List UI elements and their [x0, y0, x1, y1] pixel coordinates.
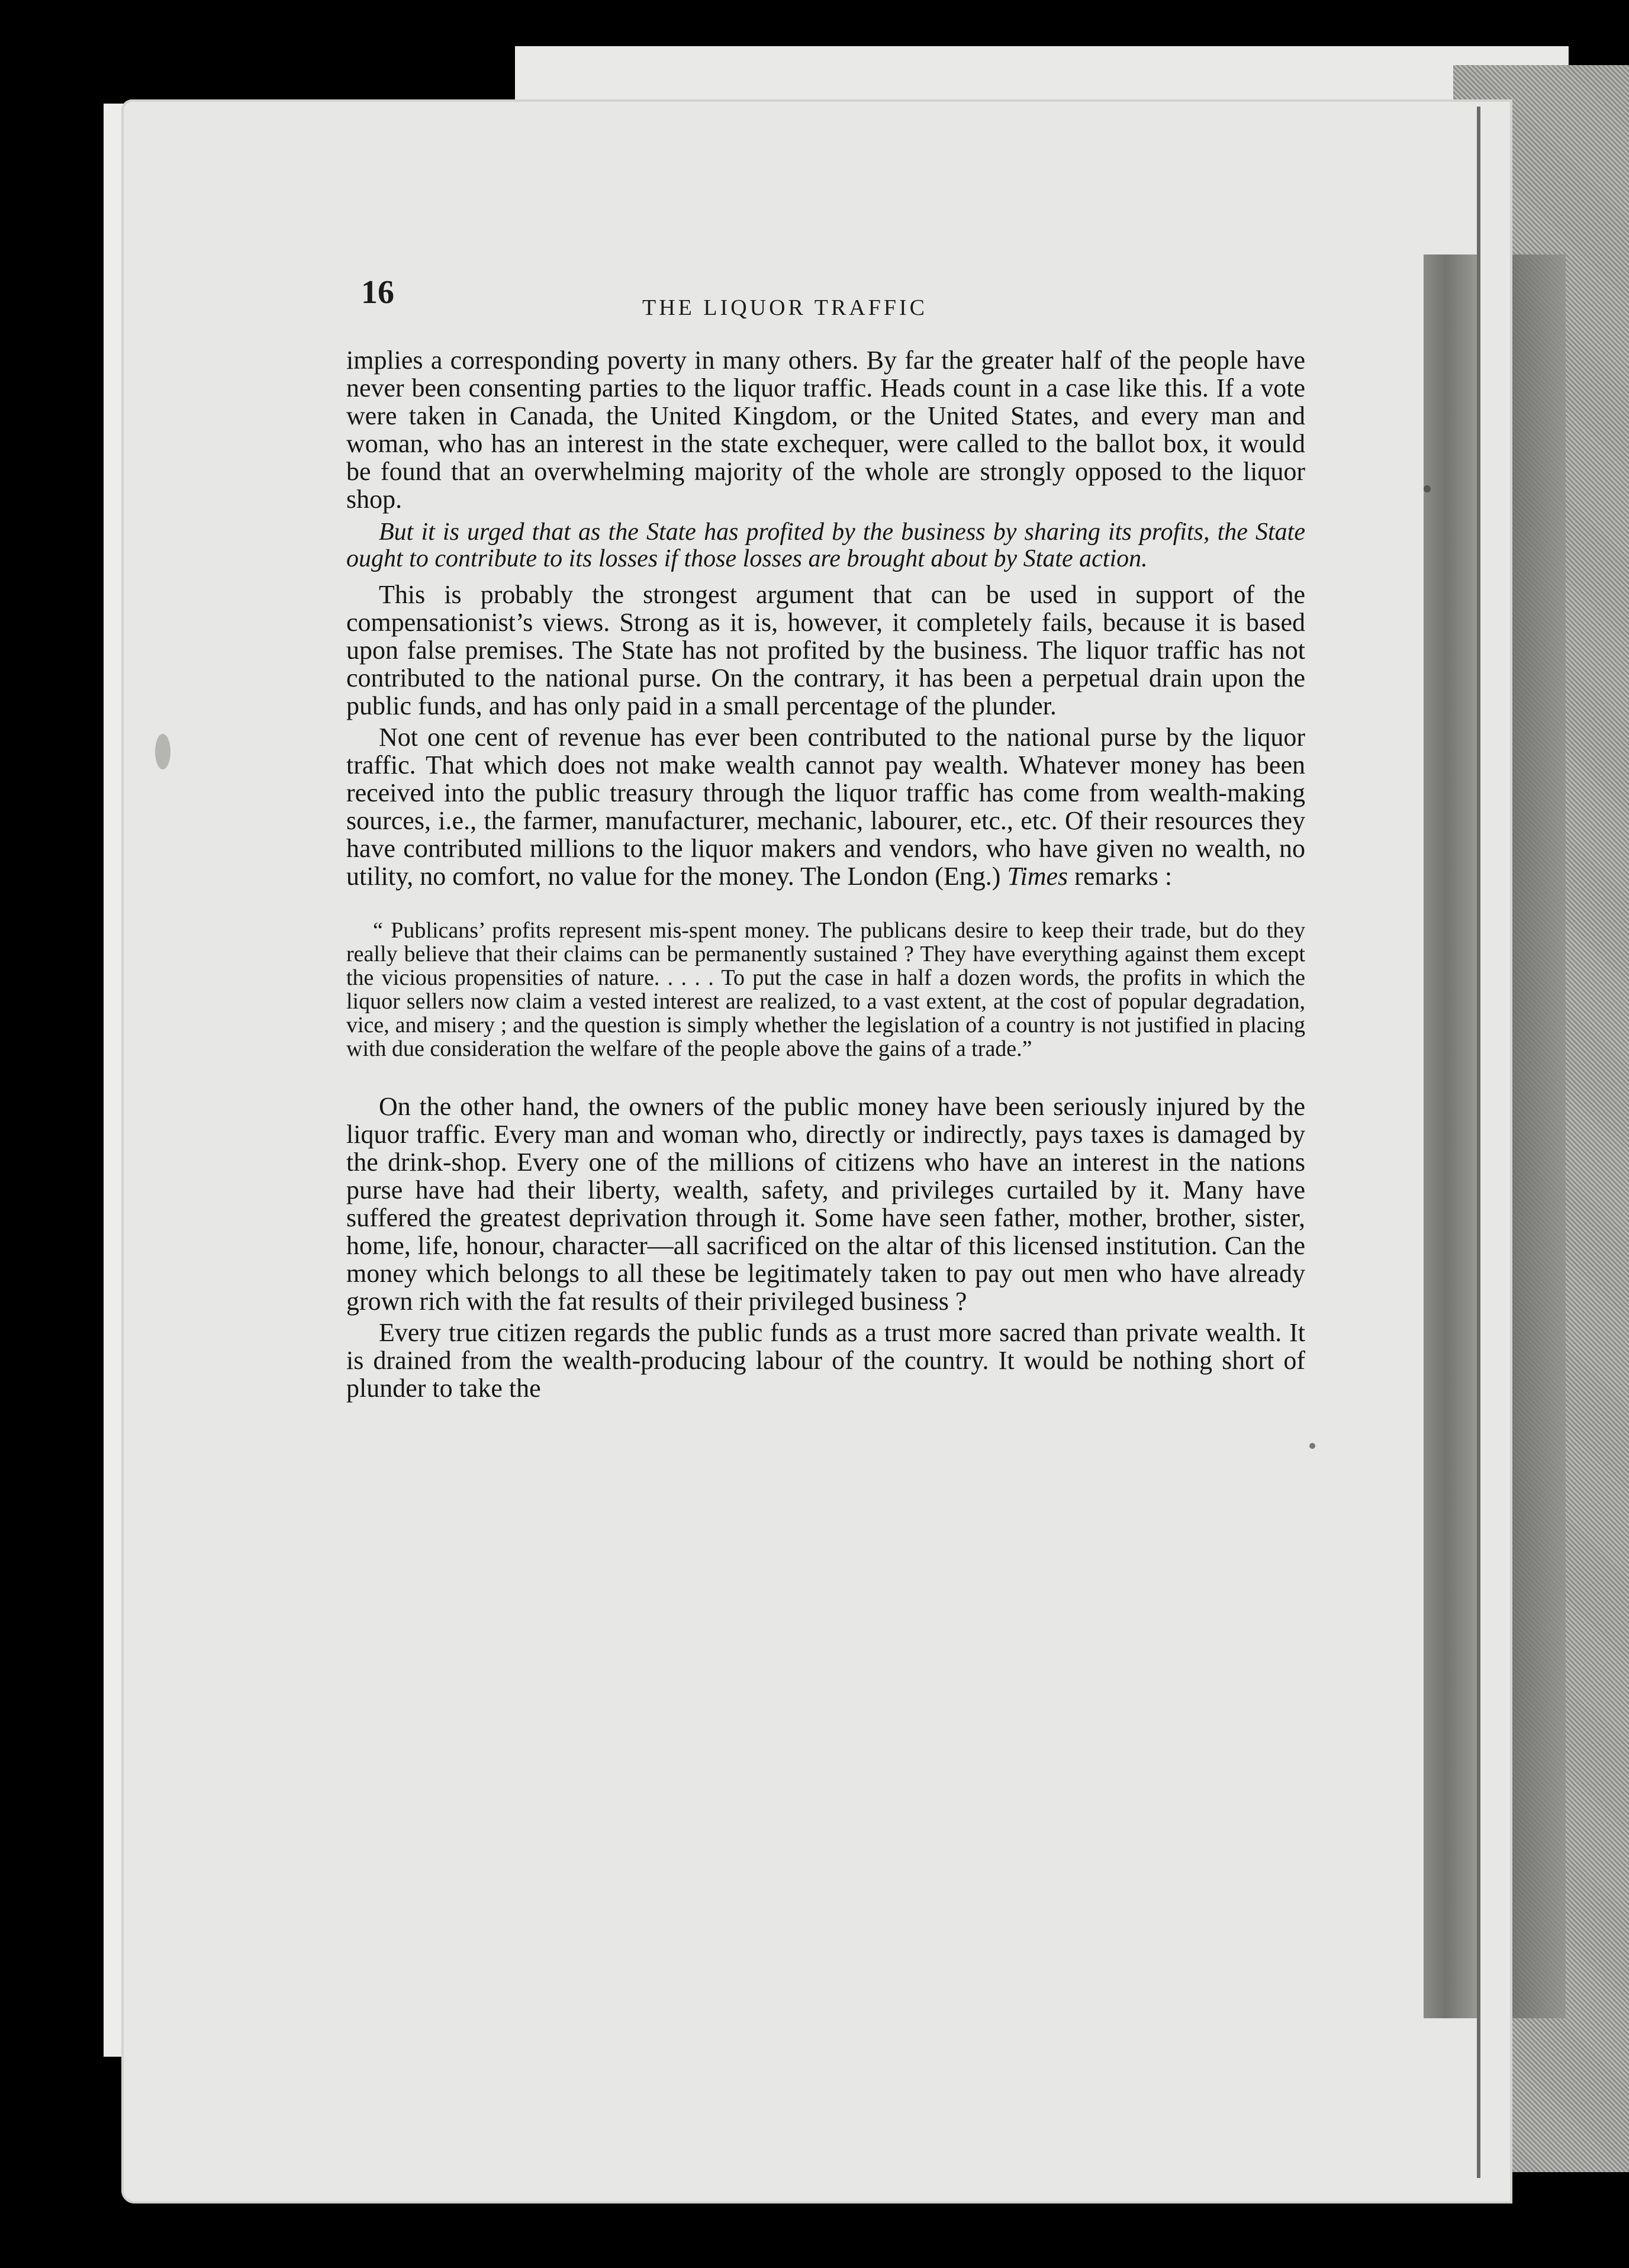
times-italic: Times — [1007, 862, 1068, 891]
paragraph-4-end: remarks : — [1074, 862, 1173, 891]
paragraph-4-text: Not one cent of revenue has ever been contributed to the national purse by the liquor traffic. That which does not make wealth cannot pay wealth. Whatever money has been received into the public treasury through the liquor traffic has come from wealth-making sources, i.e., the farmer, manufacturer, mechanic, labourer, etc., etc. Of their resources they have contributed millions to the liquor makers and vendors, who have given no wealth, no utility, no comfort, no value for the money. The London (Eng.) — [346, 723, 1305, 891]
block-quote: “ Publicans’ profits represent mis-spent money. The publicans desire to keep their trade, but do they really believe that their claims can be permanently sustained ? They have everything against them except the vicious propensities of nature. . . . . To put the case in half a dozen words, the profits in which the liquor sellers now claim a vested interest are realized, to a vast extent, at the cost of popular degradation, vice, and misery ; and the question is simply whether the legislation of a country is not justified in placing with due consideration the welfare of the people above the gains of a trade.” — [346, 918, 1305, 1061]
paragraph-1: implies a corresponding poverty in many others. By far the greater half of the people have never been consenting parties to the liquor traffic. Heads count in a case like this. If a vote were taken in Canada, the United Kingdom, or the United States, and every man and woman, who has an interest in the state exchequer, were called to the ballot box, it would be found that an overwhelming majority of the whole are strongly opposed to the liquor shop. — [346, 346, 1305, 514]
paragraph-4 — [346, 723, 1305, 890]
page-number: 16 — [361, 274, 394, 311]
gutter-shadow-right — [1512, 254, 1566, 2018]
paragraph-6: Every true citizen regards the public funds as a trust more sacred than private wealth. It is drained from the wealth-producing labour of the country. It would be nothing short of plunder to take the — [346, 1318, 1305, 1403]
scan-background-paper — [515, 46, 1569, 105]
paper-speck — [155, 734, 170, 769]
paper-speck — [1424, 485, 1431, 492]
paragraph-3: This is probably the strongest argument that can be used in support of the compensationist’s views. Strong as it is, however, it completely fails, because it is based upon false premises. The State has not profited by the business. The liquor traffic has not contributed to the national purse. On the contrary, it has been a perpetual drain upon the public funds, and has only paid in a small percentage of the plunder. — [346, 580, 1305, 720]
running-head: THE LIQUOR TRAFFIC — [642, 295, 928, 320]
page-body — [346, 346, 1305, 1402]
gutter-shadow — [1424, 254, 1478, 2018]
page-fold-line — [1477, 107, 1480, 2178]
paragraph-2-italic: But it is urged that as the State has profited by the business by sharing its profits, the State ought to contribute to its losses if those losses are brought about by State action. — [346, 518, 1305, 572]
paper-speck — [1309, 1443, 1315, 1449]
paragraph-5: On the other hand, the owners of the public money have been seriously injured by the liquor traffic. Every man and woman who, directly or indirectly, pays taxes is damaged by the drink-shop. Every one of the millions of citizens who have an interest in the nations purse have had their liberty, wealth, safety, and privileges curtailed by it. Many have suffered the greatest deprivation through it. Some have seen father, mother, brother, sister, home, life, honour, character—all sacrificed on the altar of this licensed institution. Can the money which belongs to all these be legitimately taken to pay out men who have already grown rich with the fat results of their privileged business ? — [346, 1092, 1305, 1316]
